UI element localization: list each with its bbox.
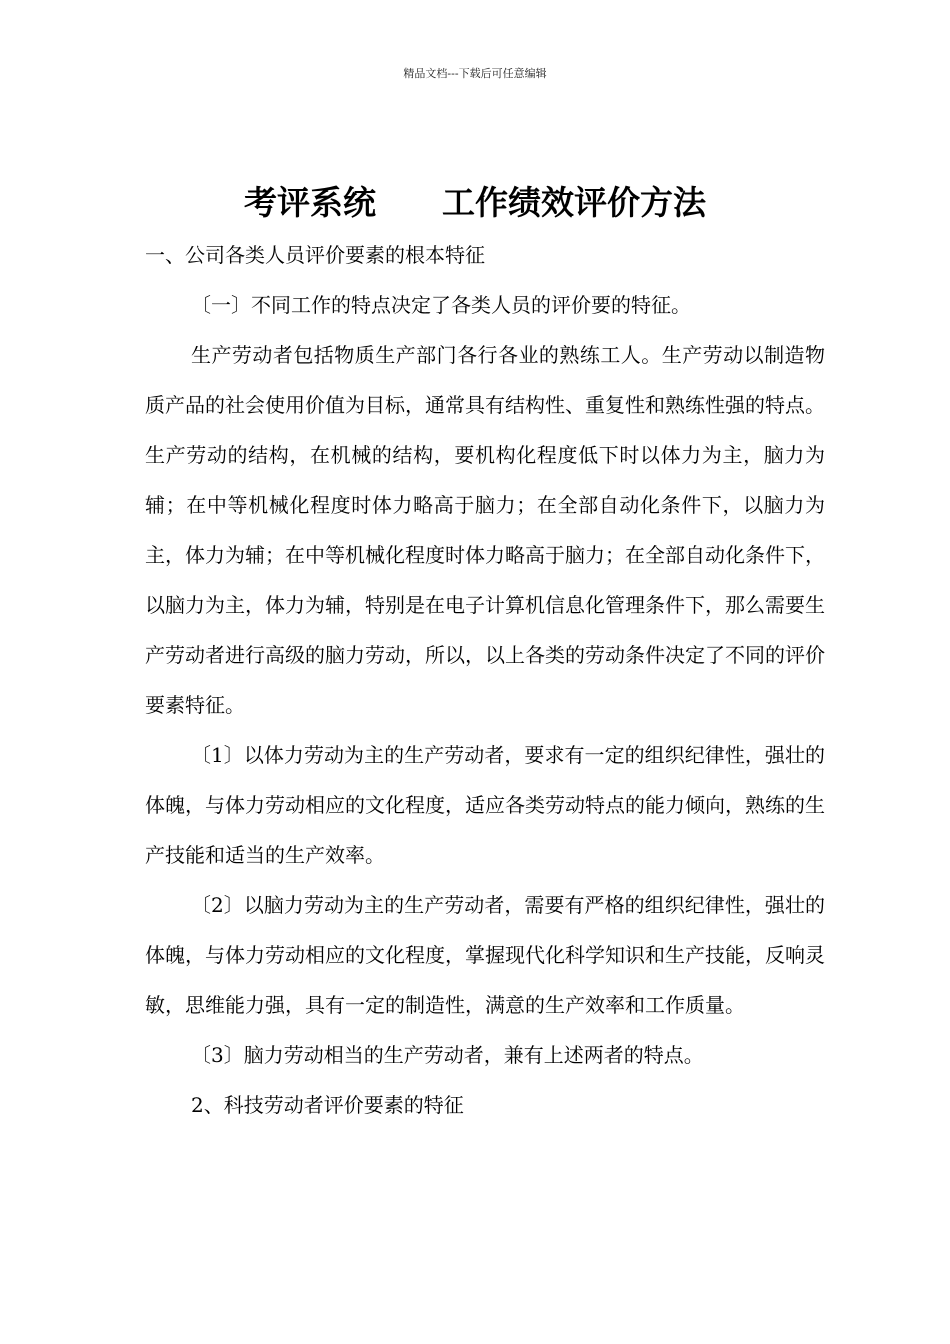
section-heading: 一、公司各类人员评价要素的根本特征 <box>145 243 485 267</box>
section-heading-2: 2、科技劳动者评价要素的特征 <box>191 1093 464 1117</box>
page-header: 精品文档---下载后可任意编辑 <box>403 67 547 80</box>
paragraph-production-workers: 生产劳动者包括物质生产部门各行各业的熟练工人。生产劳动以制造物质产品的社会使用价值为目标，通常具有结构性、重复性和熟练性强的特点。生产劳动的结构，在机械的结构，要机构化程度低下时以体力为主，脑力为辅；在中等机械化程度时体力略高于脑力；在全部自动化条件下，以脑力为主，体力为辅；在中等机械化程度时体力略高于脑力；在全部自动化条件下，以脑力为主，体力为辅，特别是在电子计算机信息化管理条件下，那么需要生产劳动者进行高级的脑力劳动，所以，以上各类的劳动条件决定了不同的评价要素特征。 <box>145 343 825 717</box>
subsection-heading: 〔一〕不同工作的特点决定了各类人员的评价要的特征。 <box>191 293 691 317</box>
list-item-balanced-labor: 〔3〕脑力劳动相当的生产劳动者，兼有上述两者的特点。 <box>191 1043 704 1067</box>
document-body <box>145 230 825 1130</box>
document-title: 考评系统 工作绩效评价方法 <box>244 183 706 222</box>
list-item-physical-labor: 〔1〕以体力劳动为主的生产劳动者，要求有一定的组织纪律性，强壮的体魄，与体力劳动相应的文化程度，适应各类劳动特点的能力倾向，熟练的生产技能和适当的生产效率。 <box>145 743 825 867</box>
list-item-mental-labor: 〔2〕以脑力劳动为主的生产劳动者，需要有严格的组织纪律性，强壮的体魄，与体力劳动相应的文化程度，掌握现代化科学知识和生产技能，反响灵敏，思维能力强，具有一定的制造性，满意的生产效率和工作质量。 <box>145 893 825 1017</box>
